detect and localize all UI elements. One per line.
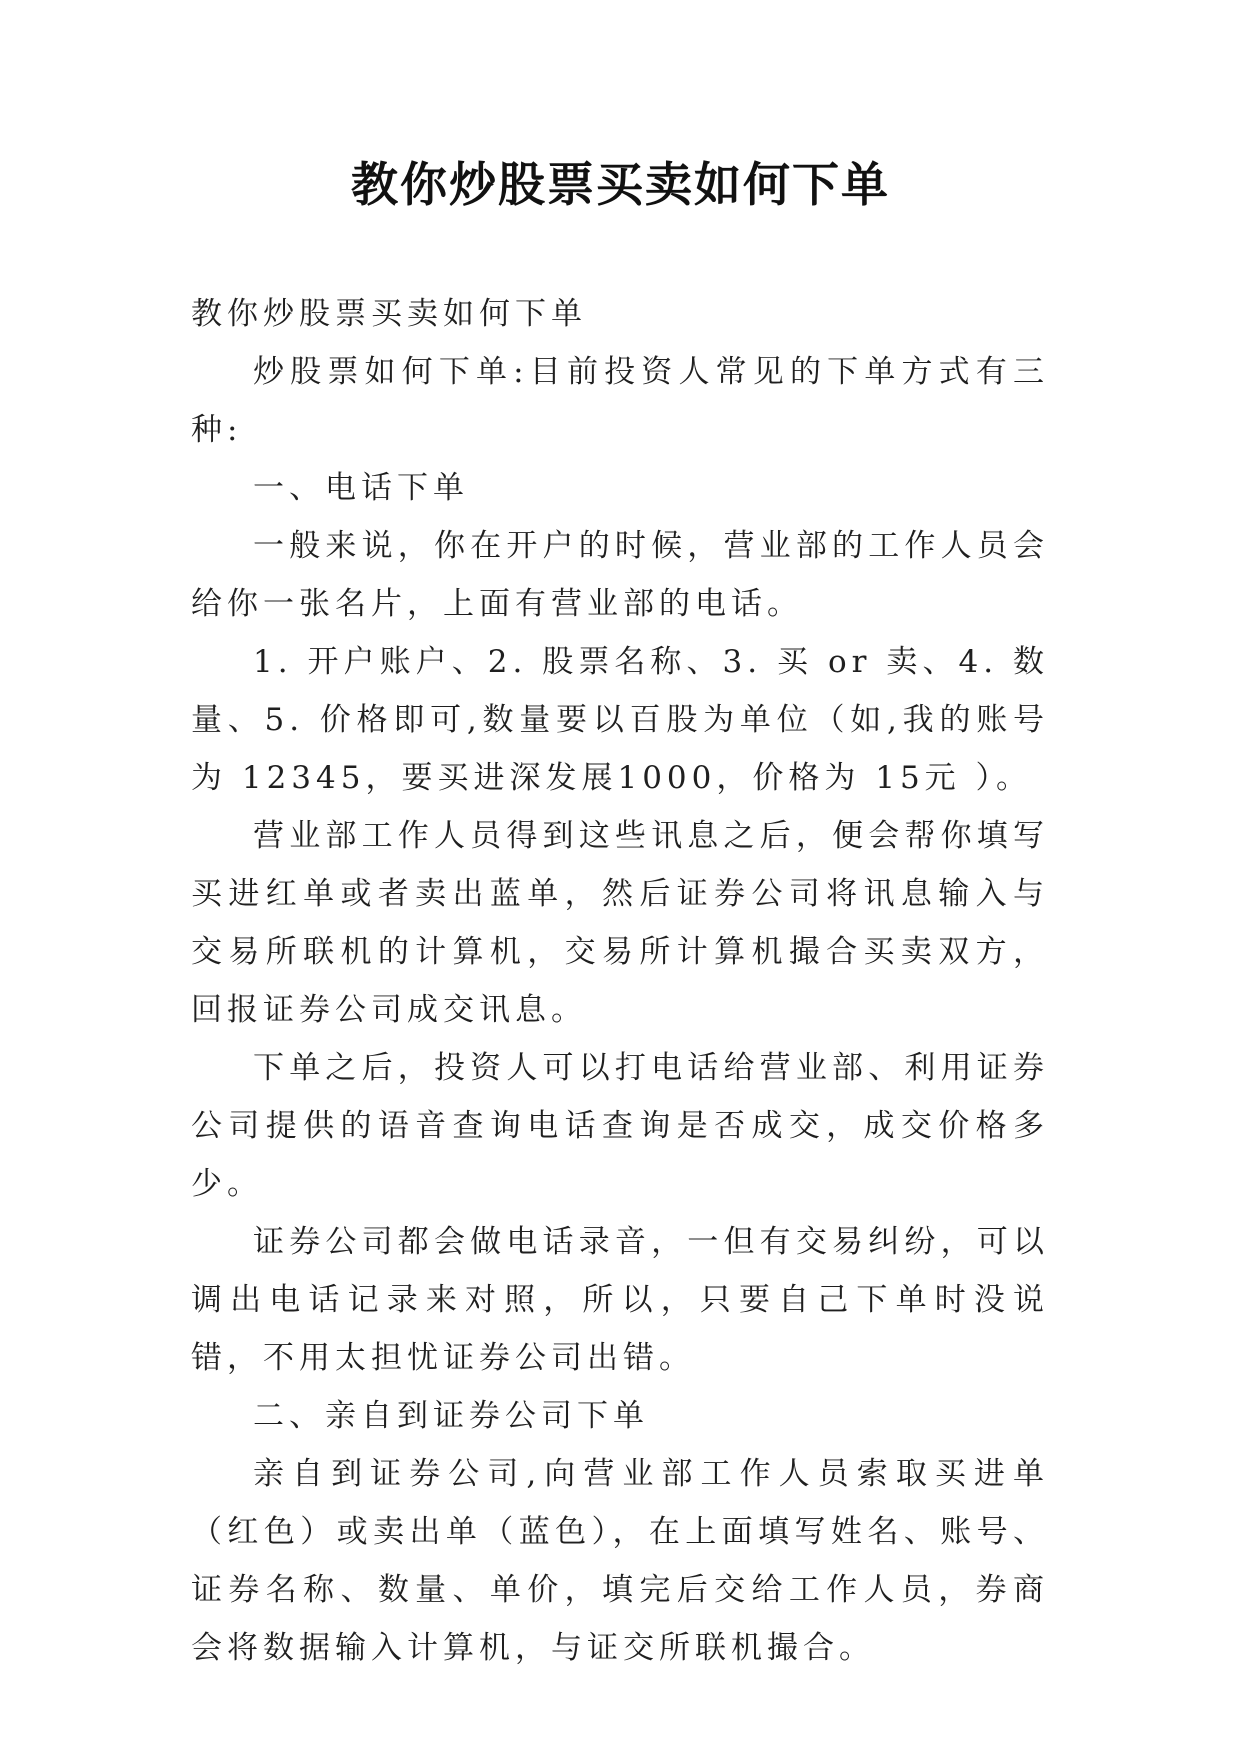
document-body <box>191 285 1049 1677</box>
paragraph-heading: 教你炒股票买卖如何下单 <box>191 296 587 332</box>
paragraph: 亲自到证券公司,向营业部工作人员索取买进单（红色）或卖出单（蓝色），在上面填写姓名、账号、证券名称、数量、单价，填完后交给工作人员，券商会将数据输入计算机，与证交所联机撮合。 <box>191 1456 1049 1666</box>
paragraph: 营业部工作人员得到这些讯息之后，便会帮你填写买进红单或者卖出蓝单，然后证券公司将讯息输入与交易所联机的计算机，交易所计算机撮合买卖双方，回报证券公司成交讯息。 <box>191 818 1049 1028</box>
paragraph: 证券公司都会做电话录音，一但有交易纠纷，可以调出电话记录来对照，所以，只要自己下单时没说错，不用太担忧证券公司出错。 <box>191 1224 1049 1376</box>
paragraph: 下单之后，投资人可以打电话给营业部、利用证券公司提供的语音查询电话查询是否成交，成交价格多少。 <box>191 1050 1049 1202</box>
paragraph-intro: 炒股票如何下单:目前投资人常见的下单方式有三种: <box>191 354 1049 448</box>
document-title: 教你炒股票买卖如何下单 <box>351 158 890 213</box>
section-heading-phone-order: 一、电话下单 <box>253 470 469 506</box>
paragraph: 一般来说，你在开户的时候，营业部的工作人员会给你一张名片，上面有营业部的电话。 <box>191 528 1049 622</box>
paragraph-order-items: 1. 开户账户、2. 股票名称、3. 买 or 卖、4. 数量、5. 价格即可,数量要以百股为单位（如,我的账号为 12345，要买进深发展1000，价格为 15元 ）。 <box>191 644 1049 796</box>
section-heading-in-person-order: 二、亲自到证券公司下单 <box>253 1398 649 1434</box>
